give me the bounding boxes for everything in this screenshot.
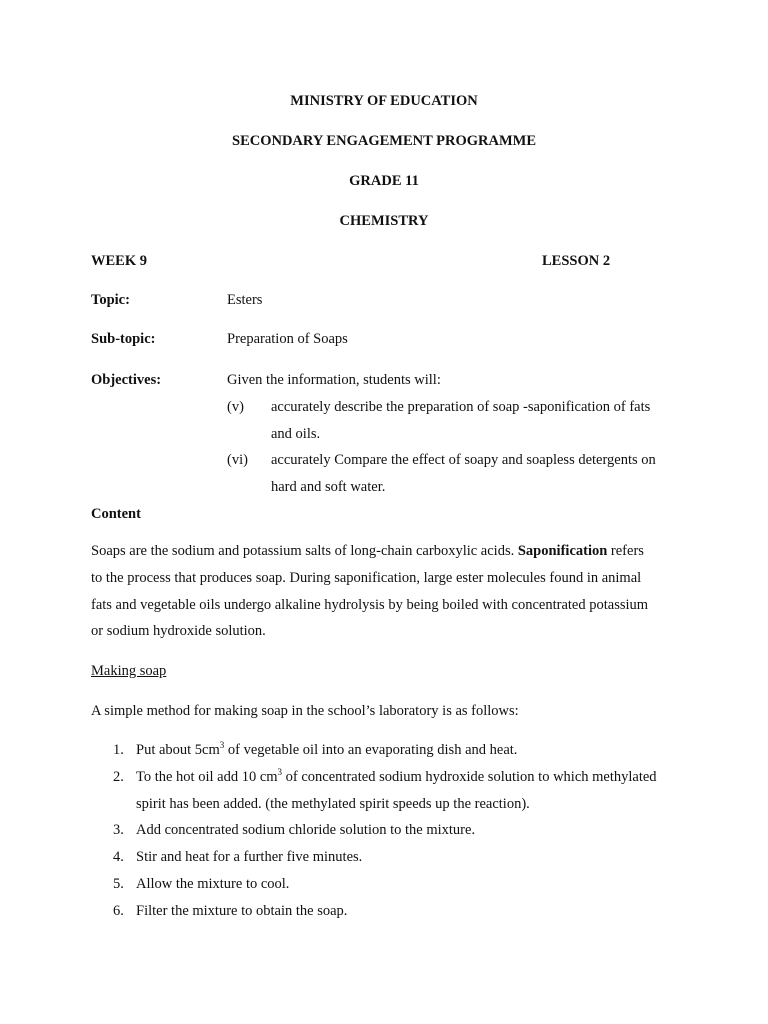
content-heading: Content [91, 506, 141, 522]
step-text-part: Put about 5cm [136, 742, 220, 758]
subject-title: CHEMISTRY [339, 213, 429, 229]
step-text-part: of vegetable oil into an evaporating dish and heat. [224, 742, 518, 758]
step-number: 6. [113, 903, 124, 919]
superscript: 3 [277, 767, 283, 777]
programme-title: SECONDARY ENGAGEMENT PROGRAMME [232, 133, 536, 149]
objectives-label: Objectives: [91, 372, 162, 388]
topic-label: Topic: [91, 292, 130, 308]
objective-text-continued: and oils. [271, 426, 321, 442]
topic-value: Esters [227, 292, 263, 308]
step-number: 3. [113, 822, 124, 838]
step-text-part: of concentrated sodium hydroxide solution to which methylated [282, 769, 657, 785]
objective-marker: (vi) [227, 452, 248, 468]
step-text: Allow the mixture to cool. [136, 876, 290, 892]
content-text: refers [610, 543, 644, 559]
step-number: 1. [113, 742, 124, 758]
objectives-intro: Given the information, students will: [227, 372, 441, 388]
subtopic-value: Preparation of Soaps [227, 331, 348, 347]
content-paragraph-line: to the process that produces soap. During saponification, large ester molecules found in animal [91, 570, 642, 586]
step-number: 5. [113, 876, 124, 892]
content-paragraph-line: fats and vegetable oils undergo alkaline hydrolysis by being boiled with concentrated potassium [91, 597, 649, 613]
step-text: Add concentrated sodium chloride solution to the mixture. [136, 822, 476, 838]
subtopic-label: Sub-topic: [91, 331, 156, 347]
content-paragraph-line [91, 544, 644, 559]
objective-text: accurately Compare the effect of soapy and soapless detergents on [271, 452, 656, 468]
making-soap-heading: Making soap [91, 663, 167, 679]
step-text: Stir and heat for a further five minutes. [136, 849, 363, 865]
saponification-term: Saponification [517, 543, 608, 559]
objective-text-continued: hard and soft water. [271, 479, 386, 495]
week-label: WEEK 9 [91, 253, 147, 269]
superscript: 3 [219, 740, 225, 750]
objective-marker: (v) [227, 399, 244, 415]
objective-text: accurately describe the preparation of soap -saponification of fats [271, 399, 651, 415]
step-text: Filter the mixture to obtain the soap. [136, 903, 348, 919]
content-paragraph-line: or sodium hydroxide solution. [91, 623, 266, 639]
step-number: 4. [113, 849, 124, 865]
grade-title: GRADE 11 [349, 173, 419, 189]
step-text-part: To the hot oil add 10 cm [136, 769, 278, 785]
making-soap-intro: A simple method for making soap in the school’s laboratory is as follows: [91, 703, 519, 719]
step-number: 2. [113, 769, 124, 785]
ministry-title: MINISTRY OF EDUCATION [290, 93, 478, 109]
step-text-continued: spirit has been added. (the methylated spirit speeds up the reaction). [136, 796, 530, 812]
content-text: Soaps are the sodium and potassium salts of long-chain carboxylic acids. [91, 543, 515, 559]
step-text [136, 740, 518, 758]
lesson-label: LESSON 2 [542, 253, 611, 269]
step-text [136, 767, 657, 785]
